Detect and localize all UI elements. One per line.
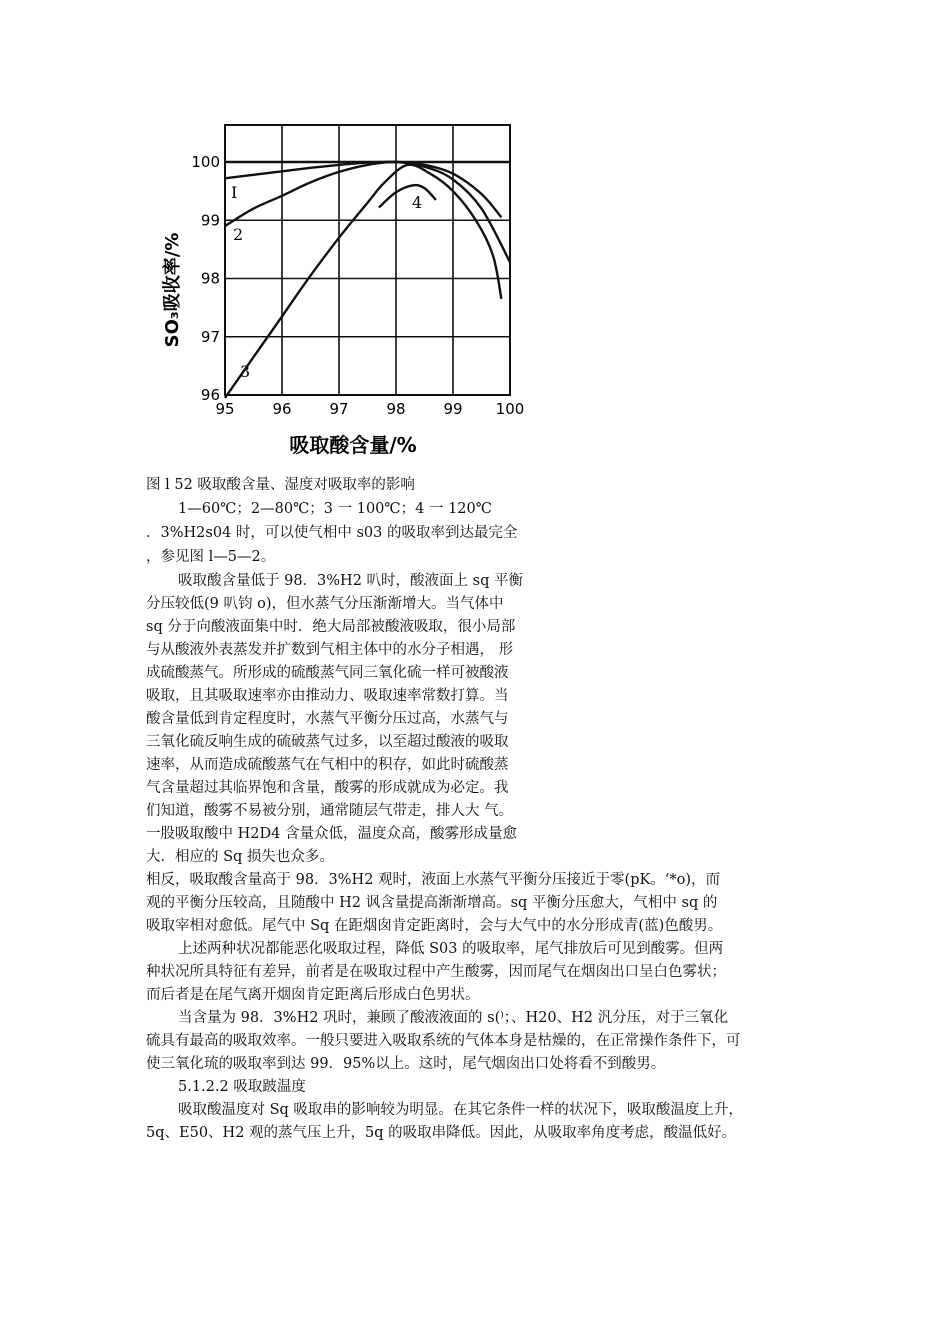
curve-3: [225, 165, 501, 398]
text-line: 酸含量低到肯定程度时，水蒸气平衡分压过高，水蒸气与: [146, 711, 509, 727]
text-line: 一股吸取酸中 H2D4 含量众低，温度众高，酸雾形成量愈: [146, 826, 517, 842]
text-line: ．3%H2s04 时，可以使气相中 s03 的吸取率到达最完全: [146, 525, 518, 541]
chart-curves: [225, 162, 510, 398]
text-line: 成硫酸蒸气。所形成的硫酸蒸气同三氧化硫一样可被酸液: [146, 665, 509, 681]
curve-label-2: 2: [233, 225, 244, 244]
x-tick-label: 98: [386, 400, 406, 418]
text-line: 气含量超过其临界饱和含量，酸雾的形成就成为必定。我: [146, 780, 509, 796]
text-line: sq 分于向酸液面集中时．绝大局部被酸液吸取，很小局部: [146, 619, 516, 635]
absorption-rate-chart: [150, 108, 530, 468]
y-tick-label: 99: [200, 211, 220, 230]
x-tick-label: 100: [495, 400, 525, 418]
text-line: 三氧化硫反响生成的硫破蒸气过多，以至超过酸液的吸取: [146, 734, 509, 750]
figure-legend: 1—60℃；2—80℃；3 一 100℃；4 一 120℃: [178, 501, 492, 517]
text-line: 分压较低(9 叭钧 o)，但水蒸气分压渐渐增大。当气体中: [146, 596, 504, 612]
curve-2: [225, 162, 510, 262]
y-tick-label: 98: [200, 269, 220, 288]
figure-caption: 图 l 52 吸取酸含量、湿度对吸取率的影响: [146, 477, 415, 493]
text-line: 上述两种状况都能恶化吸取过程，降低 S03 的吸取率，尾气排放后可见到酸雾。但两: [178, 941, 724, 957]
text-line: 当含量为 98．3%H2 巩时，兼顾了酸液液面的 s(⁾；、H20、H2 汎分压，对于三氧化: [178, 1010, 729, 1026]
curve-labels: [231, 183, 422, 381]
text-line: ，参见图 l—5—2。: [146, 549, 276, 565]
curve-label-3: 3: [240, 362, 251, 381]
text-line: 硫具有最高的吸取效率。一般只要进入吸取系统的气体本身是枯燥的，在正常操作条件下，可: [146, 1033, 741, 1049]
text-line: 与从酸液外表蒸发并扩数到气相主体中的水分子相遇， 形: [146, 642, 514, 658]
text-line: 吸取酸含量低于 98．3%H2 叭时，酸液面上 sq 平衡: [178, 573, 523, 589]
text-line: 速率，从而造成硫酸蒸气在气相中的积存，如此时硫酸蒸: [146, 757, 509, 773]
text-line: 5q、E50、H2 观的蒸气压上升，5q 的吸取串降低。因此，从吸取率角度考虑，酸温低好。: [146, 1125, 737, 1141]
text-line: 吸取酸温度对 Sq 吸取串的影响较为明显。在其它条件一样的状况下，吸取酸温度上升，: [178, 1102, 743, 1118]
curve-4: [379, 185, 436, 207]
text-line: 相反，吸取酸含量高于 98．3%H2 观时，液面上水蒸气平衡分压接近于零(pK。‘*o)，而: [146, 872, 721, 888]
x-axis-label: 吸取酸含量/%: [289, 433, 417, 457]
text-line: 吸取，且其吸取速率亦由推动力、吸取速率常数打算。当: [146, 688, 509, 704]
y-tick-label: 96: [200, 386, 220, 404]
curve-label-1: I: [231, 183, 238, 202]
y-axis-label: SO₃吸收率/%: [162, 232, 183, 348]
text-line: 而后者是在尾气离开烟囱肯定距离后形成白色男状。: [146, 987, 480, 1003]
x-tick-label: 97: [329, 400, 349, 418]
curve-label-4: 4: [412, 193, 423, 212]
text-line: 观的平衡分压较高，且随酸中 H2 讽含量提高渐渐增高。sq 平衡分压愈大，气相中 sq 的: [146, 895, 718, 911]
section-heading: 5.1.2.2 吸取跛温度: [178, 1079, 306, 1095]
text-line: 们知道，酸雾不易被分别，通常随层气带走，排人大 气。: [146, 803, 514, 819]
x-tick-label: 99: [443, 400, 463, 418]
text-line: 大．相应的 Sq 损失也众多。: [146, 849, 334, 865]
x-tick-label: 96: [272, 400, 292, 418]
text-line: 种状况所具特征有差异，前者是在吸取过程中产生酸雾，因而尾气在烟囱出口呈白色雾状；: [146, 964, 726, 980]
y-tick-label: 100: [191, 153, 220, 171]
y-tick-label: 97: [200, 327, 220, 346]
text-line: 吸取宰相对愈低。尾气中 Sq 在距烟囱肯定距离时，会与大气中的水分形成青(蓝)色酸男。: [146, 918, 723, 934]
x-tick-label: 95: [215, 400, 235, 418]
text-line: 使三氧化琉的吸取率到达 99．95%以上。这时，尾气烟囱出口处将看不到酸男。: [146, 1056, 666, 1072]
